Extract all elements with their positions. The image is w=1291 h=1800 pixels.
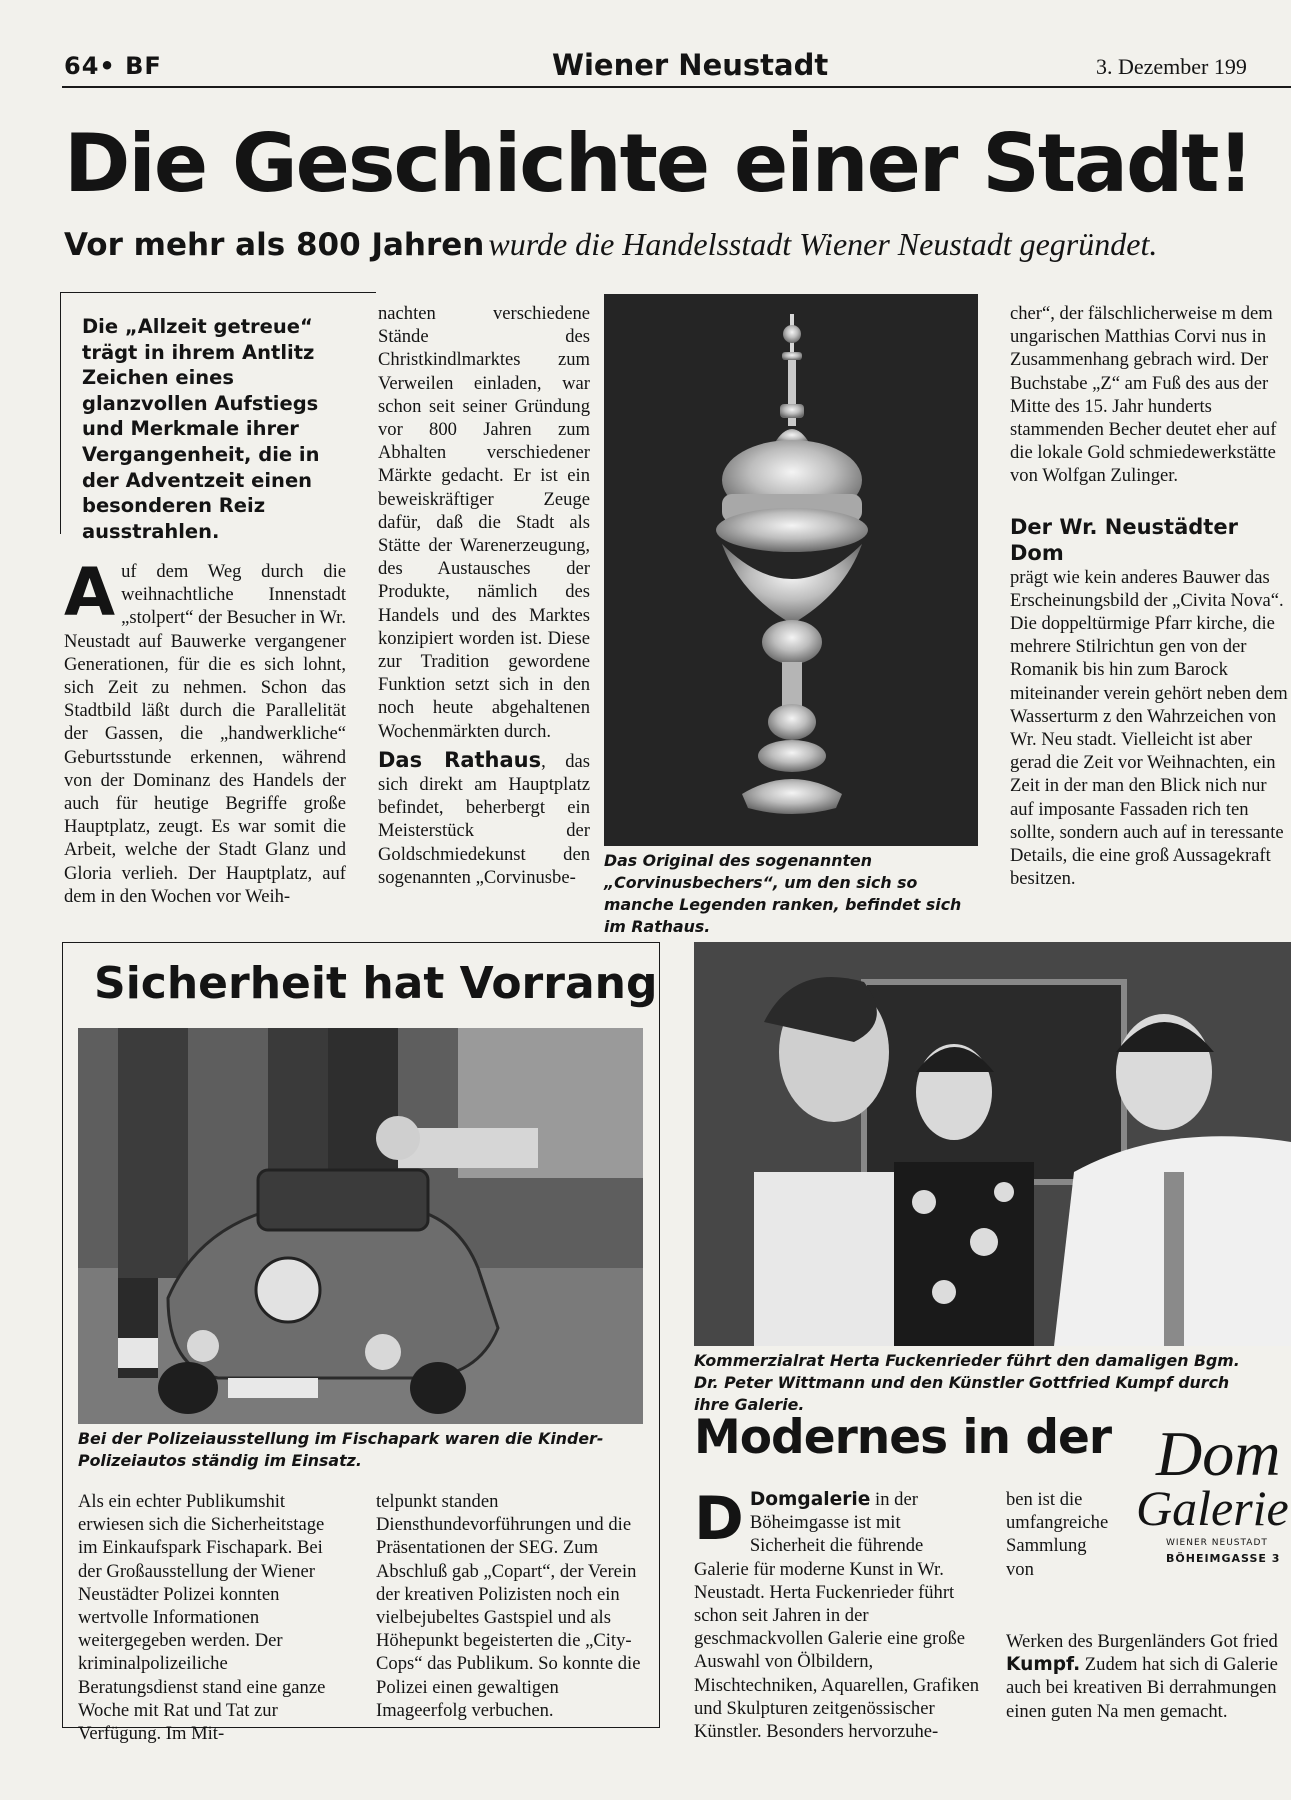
article-col1-text: uf dem Weg durch die weihnachtliche Innenstadt „stolpert“ der Besucher in Wr. Neustadt auf Bauwerke vergangener Generationen, für die es sich lohnt, sich Zeit zu nehmen. Schon das Stadtbild läßt durch die Parallelität der Gassen, die „handwerkliche“ Geburtsstunde erkennen, während von der Dominanz des Handels der auch für heutige Begriffe große Hauptplatz, zeugt. Es war somit die Arbeit, welche der Stadt Glanz und Gloria verlieh. Der Hauptplatz, auf dem in den Wochen vor Weih-	[64, 561, 346, 907]
article-column-2	[378, 302, 590, 936]
gallery-col2-rest: Zudem hat sich di Galerie auch bei kreativen Bi derrahmungen einen guten Na men gemacht.	[1006, 1654, 1278, 1722]
headline: Die Geschichte einer Stadt!	[64, 117, 1253, 210]
gallery-col2-text: Werken des Burgenländers Got fried	[1006, 1631, 1278, 1652]
goblet-illustration	[604, 294, 978, 846]
police-car-photo	[78, 1028, 643, 1424]
section-title: Wiener Neustadt	[552, 48, 829, 82]
security-caption: Bei der Polizeiausstellung im Fischapark waren die Kinder-Polizeiautos ständig im Einsatz.	[78, 1429, 604, 1470]
security-column-1: Als ein echter Publikumshit erwiesen sich die Sicherheitstage im Einkaufspark Fischapark. Bei der Großausstellung der Wiener Neustädter Polizei konnten wertvolle Informationen weitergegeben werden. Der kriminalpolizeiliche Beratungsdienst stand eine ganze Woche mit Rat und Tat zur Verfügung. Im Mit-	[78, 1491, 326, 1745]
gallery-people-illustration	[694, 942, 1291, 1346]
subheadline-bold: Vor mehr als 800 Jahren	[64, 227, 485, 263]
gallery-column-2b	[1006, 1630, 1291, 1750]
article-dropcap: A	[64, 554, 116, 631]
rathaus-subhead: Das Rathaus	[378, 747, 542, 772]
gallery-caption: Kommerzialrat Herta Fuckenrieder führt den damaligen Bgm. Dr. Peter Wittmann und den Künstler Gottfried Kumpf durch ihre Galerie.	[694, 1351, 1240, 1414]
gallery-photo	[694, 942, 1291, 1346]
lead-box-top-rule	[60, 292, 376, 293]
logo-street: BÖHEIMGASSE 3	[1166, 1552, 1281, 1565]
rathaus-text: , das sich direkt am Hauptplatz befindet, beherbergt ein Meisterstück der Goldschmiedekunst den sogenannten „Corvinusbe-	[378, 750, 590, 888]
logo-city: WIENER NEUSTADT	[1166, 1538, 1268, 1548]
issue-date: 3. Dezember 199	[1096, 54, 1247, 79]
gallery-title: Modernes in der	[694, 1410, 1112, 1465]
corvinus-photo	[604, 294, 978, 846]
police-car-illustration	[78, 1028, 643, 1424]
article-col2-text: nachten verschiedene Stände des Christkindlmarktes zum Verweilen einladen, war schon seit seiner Gründung vor 800 Jahren zum Abhalten verschiedener Märkte gedacht. Er ist ein beweiskräftiger Zeuge dafür, daß die Stadt als Stätte der Warenerzeugung, des Austausches der Produkte, nämlich des Handels und des Marktes konzipiert worden ist. Diese zur Tradition gewordene Funktion setzt sich in den noch heute abgehaltenen Wochenmärkten durch.	[378, 303, 590, 742]
kumpf-bold: Kumpf.	[1006, 1654, 1081, 1676]
security-column-2: telpunkt standen Diensthundevorführungen und die Präsentationen der SEG. Zum Abschluß gab „Copart“, der Verein der kreativen Polizisten noch ein vielbejubeltes Gastspiel und als Höhepunkt begeisterten die „City-Cops“ das Publikum. So konnte die Polizei einen gewaltigen Imageerfolg verbuchen.	[376, 1491, 641, 1721]
article-col4-text: cher“, der fälschlicherweise m dem ungarischen Matthias Corvi nus in Zusammenhang gebrach wird. Der Buchstabe „Z“ am Fuß des aus der Mitte des 15. Jahr hunderts stammenden Becher deutet eher auf die lokale Gold schmiedewerkstätte von Wolfgan Zulinger.	[1010, 303, 1277, 487]
logo-galerie: Galerie	[1136, 1480, 1289, 1536]
gallery-name: Domgalerie	[749, 1489, 871, 1510]
corvinus-caption: Das Original des sogenannten „Corvinusbechers“, um den sich so manche Legenden ranken, befindet sich im Rathaus.	[604, 851, 962, 936]
page-label: 64• BF	[64, 52, 162, 80]
article-column-4	[1010, 302, 1291, 936]
lead-box-text: Die „Allzeit getreue“ trägt in ihrem Antlitz Zeichen eines glanzvollen Aufstiegs und Merkmale ihrer Vergangenheit, die in der Adventzeit einen besonderen Reiz ausstrahlen.	[82, 315, 320, 543]
gallery-col1-text: in der Böheimgasse ist mit Sicherheit die führende Galerie für moderne Kunst in Wr. Neustadt. Herta Fuckenrieder führt schon seit Jahren in der geschmackvollen Galerie eine große Auswahl von Ölbildern, Mischtechniken, Aquarellen, Grafiken und Skulpturen zeitgenössischer Künstler. Besonders hervorzuhe-	[694, 1489, 980, 1743]
domgalerie-logo	[1118, 1418, 1291, 1608]
subheadline-italic: wurde die Handelsstadt Wiener Neustadt gegründet.	[488, 226, 1158, 262]
gallery-column-1	[694, 1484, 980, 1743]
security-title: Sicherheit hat Vorrang	[94, 958, 658, 1009]
header-rule	[62, 86, 1291, 88]
gallery-dropcap: D	[694, 1484, 744, 1554]
logo-dom: Dom	[1156, 1418, 1281, 1489]
subheadline	[64, 226, 1157, 263]
article-column-1	[64, 554, 346, 934]
dom-subhead: Der Wr. Neustädter Dom	[1010, 514, 1238, 565]
dom-text: prägt wie kein anderes Bauwer das Erscheinungsbild der „Civita Nova“. Die doppeltürmige Pfarr kirche, die mehrere Stilrichtun gen von der Romanik bis hin zum Barock miteinander verein gehört neben dem Wasserturm z den Wahrzeichen von Wr. Neu stadt. Vielleicht ist aber gerad die Zeit vor Weihnachten, ein Zeit in der man den Blick nich nur auf imposante Fassaden rich ten sollte, sondern auch auf in teressante Details, die eine groß Aussagekraft besitzen.	[1010, 566, 1288, 890]
lead-box-left-rule	[60, 292, 61, 534]
gallery-column-2a: ben ist die umfangreiche Sammlung von	[1006, 1489, 1109, 1580]
